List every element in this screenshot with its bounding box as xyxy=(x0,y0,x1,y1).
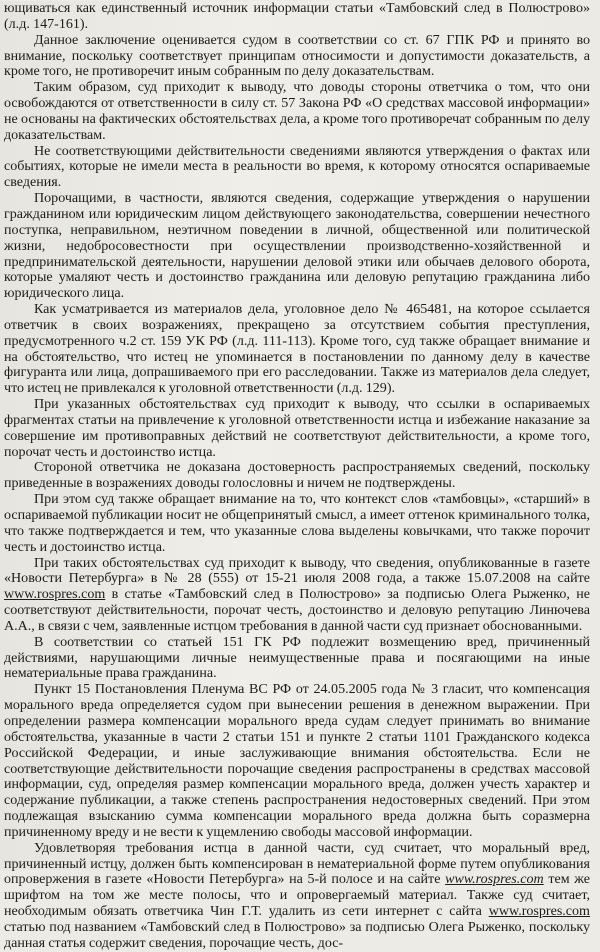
rospres-link-2[interactable]: www.rospres.com xyxy=(488,903,590,920)
paragraph-2: Таким образом, суд приходит к выводу, что доводы стороны ответчика о том, что они освобождаются от ответственности в силу ст. 57 Закона РФ «О средствах массовой информации» не основаны на фактических обстоятельствах дела, а кроме того противоречат собранным по делу доказательствам. xyxy=(4,79,590,143)
paragraph-3: Не соответствующими действительности сведениями являются утверждения о фактах или событиях, которые не имели места в реальности во время, к которому относятся оспариваемые сведения. xyxy=(4,142,590,191)
paragraph-12-text-b: тем же шрифтом на том же месте полосы, что и опровергаемый материал. Также суд считает, необходимым обязать ответчика Чин Г.Т. удалить из сети интернет с сайта xyxy=(4,871,590,920)
rospres-link-italic: www.rospres.com xyxy=(445,871,544,888)
rospres-link[interactable]: www.rospres.com xyxy=(4,586,106,603)
paragraph-0: ющиваться как единственный источник информации статьи «Тамбовский след в Полюстрово» (л.д. 147-161). xyxy=(4,0,590,32)
paragraph-8: При этом суд также обращает внимание на то, что контекст слов «тамбовцы», «старший» в оспариваемой публикации носит не общепринятый смысл, а имеет оттенок криминального толка, что также подтверждается и тем, что указанные слова выделены ковычками, что также порочит честь и достоинство истца. xyxy=(4,491,590,555)
paragraph-4: Порочащими, в частности, являются сведения, содержащие утверждения о нарушении гражданином или юридическим лицом действующего законодательства, совершении нечестного поступка, неправильном, неэтичном поведении в личной, общественной или политической жизни, недобросовестности при осуществлении производственно-хозяйственной и предпринимательской деятельности, нарушении деловой этики или обычаев делового оборота, которые умаляют честь и достоинство гражданина или деловую репутацию гражданина либо юридического лица. xyxy=(4,190,590,302)
paragraph-9 xyxy=(4,556,590,635)
paragraph-9-text-a: При таких обстоятельствах суд приходит к выводу, что сведения, опубликованные в газете «Новости Петербурга» в № 28 (555) от 15-21 июля 2008 года, а также 15.07.2008 на сайте xyxy=(4,554,590,587)
paragraph-12-text-a: Удовлетворяя требования истца в данной части, суд считает, что моральный вред, причиненный истцу, должен быть компенсирован в нематериальной форме путем опубликования опровержения в газете «Новости Петербурга» на 5-й полосе и на сайте xyxy=(4,839,590,888)
paragraph-11: Пункт 15 Постановления Пленума ВС РФ от 24.05.2005 года № 3 гласит, что компенсация морального вреда определяется судом при вынесении решения в денежном выражении. При определении размера компенсации морального вреда судам следует принимать во внимание обстоятельства, указанные в части 2 статьи 151 и пункте 2 статьи 1101 Гражданского кодекса Российской Федерации, и иные заслуживающие внимания обстоятельства. Если не соответствующие действительности порочащие сведения распространены в средствах массовой информации, суд, определяя размер компенсации морального вреда, должен учесть характер и содержание публикации, а также степень распространения недостоверных сведений. При этом подлежащая взысканию сумма компенсации морального вреда должна быть соразмерна причиненному вреду и не вести к ущемлению свободы массовой информации. xyxy=(4,681,590,840)
paragraph-12 xyxy=(4,841,590,952)
paragraph-10: В соответствии со статьей 151 ГК РФ подлежит возмещению вред, причиненный действиями, нарушающими личные неимущественные права и посягающими на иные нематериальные права гражданина. xyxy=(4,633,590,682)
paragraph-12-text-c: статью под названием «Тамбовский след в Полюстрово» за подписью Олега Рыженко, поскольку данная статья содержит сведения, порочащие честь, дос- xyxy=(4,918,590,951)
paragraph-5: Как усматривается из материалов дела, уголовное дело № 465481, на которое ссылается ответчик в своих возражениях, прекращено за отсутствием события преступления, предусмотренного ч.2 ст. 159 УК РФ (л.д. 111-113). Кроме того, суд также обращает внимание и на обстоятельство, что истец не упоминается в постановлении по данному делу в качестве фигуранта или лица, допрашиваемого при его расследовании. Также из материалов дела следует, что истец не привлекался к уголовной ответственности (л.д. 129). xyxy=(4,301,590,397)
paragraph-1: Данное заключение оценивается судом в соответствии со ст. 67 ГПК РФ и принято во внимание, поскольку соответствует принципам относимости и допустимости доказательств, а кроме того, не противоречит иным собранным по делу доказательствам. xyxy=(4,31,590,80)
paragraph-6: При указанных обстоятельствах суд приходит к выводу, что ссылки в оспариваемых фрагментах статьи на привлечение к уголовной ответственности истца и избежание наказание за совершение им противоправных действий не соответствуют действительности, а кроме того, порочат честь и достоинство истца. xyxy=(4,396,590,460)
paragraph-9-text-b: в статье «Тамбовский след в Полюстрово» за подписью Олега Рыженко, не соответствуют действительности, порочат честь, достоинство и деловую репутацию Линючева А.А., в связи с чем, заявленные истцом требования в данной части суд признает обоснованными. xyxy=(4,586,590,634)
paragraph-7: Стороной ответчика не доказана достоверность распространяемых сведений, поскольку приведенные в возражениях доводы голословны и ничем не подтверждены. xyxy=(4,459,590,492)
